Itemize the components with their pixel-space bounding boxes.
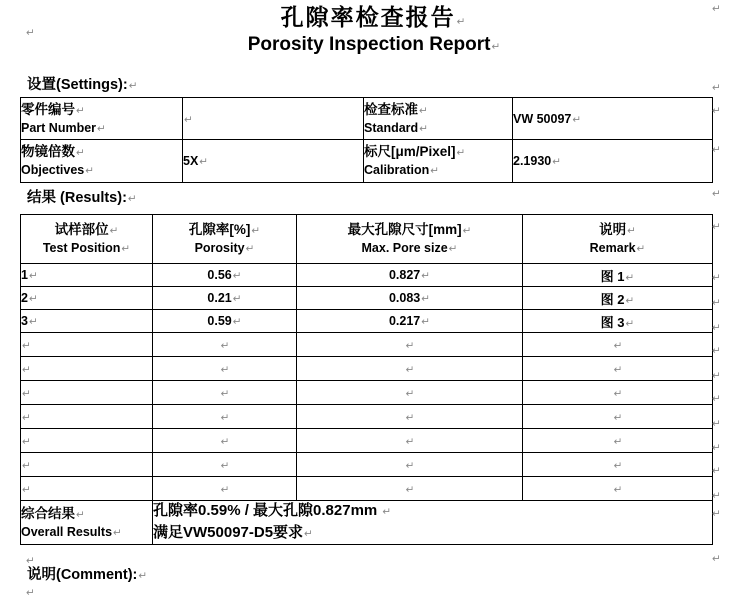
overall-results-row [21,501,713,545]
paragraph-mark-icon: ↵ [625,317,635,330]
result-row [21,310,713,333]
paragraph-mark-icon: ↵ [613,483,623,496]
result-cell-position-text: 1 [21,268,28,282]
paragraph-mark-icon: ↵ [613,363,623,376]
report-title-chinese [0,3,748,37]
paragraph-mark-icon: ↵ [109,224,119,237]
calibration-label-en: Calibration [364,163,430,177]
paragraph-mark-icon: ↵ [245,242,255,255]
paragraph-mark-icon: ↵ [712,393,721,405]
empty-cell-max-pore-size[interactable] [297,429,523,453]
results-heading-text: 结果 (Results): [27,190,127,206]
paragraph-mark-icon: ↵ [421,316,431,328]
paragraph-mark-icon: ↵ [382,506,392,518]
empty-cell-porosity[interactable] [153,453,297,477]
paragraph-mark-icon: ↵ [419,122,428,135]
paragraph-mark-icon: ↵ [712,345,721,357]
empty-cell-porosity[interactable] [153,477,297,501]
paragraph-mark-icon: ↵ [552,156,562,168]
result-cell-porosity-text: 0.21 [207,291,232,305]
result-cell-remark-text: 图 2 [600,291,625,307]
column-header-en: Max. Pore size [361,240,448,255]
empty-cell-max-pore-size[interactable] [297,405,523,429]
paragraph-mark-icon: ↵ [613,435,623,448]
empty-result-row [21,381,713,405]
results-heading [27,189,137,209]
result-cell-porosity[interactable] [153,287,297,310]
column-header-max-pore-size [297,215,523,264]
paragraph-mark-icon: ↵ [712,221,721,233]
settings-row-2 [21,140,713,183]
calibration-value-cell[interactable] [513,140,713,183]
result-cell-max-pore-size[interactable] [297,264,523,287]
part-number-label-cn: 零件编号 [21,101,75,117]
paragraph-mark-icon: ↵ [712,508,721,520]
paragraph-mark-icon: ↵ [712,82,721,94]
result-cell-porosity[interactable] [153,310,297,333]
empty-cell-remark[interactable] [523,357,713,381]
empty-cell-max-pore-size[interactable] [297,477,523,501]
column-header-cn: 试样部位 [54,221,109,237]
paragraph-mark-icon: ↵ [419,104,428,117]
paragraph-mark-icon: ↵ [304,527,313,540]
part-number-value-cell[interactable] [183,98,364,140]
paragraph-mark-icon: ↵ [76,104,85,117]
paragraph-mark-icon: ↵ [76,147,85,159]
overall-results-line1: 孔隙率0.59% / 最大孔隙0.827mm [153,502,382,519]
objectives-value-cell[interactable] [183,140,364,183]
column-header-en: Remark [589,240,636,255]
paragraph-mark-icon: ↵ [220,363,230,376]
paragraph-mark-icon: ↵ [405,435,415,448]
objectives-value: 5X [183,154,199,168]
settings-heading [27,76,138,96]
column-header-cn: 最大孔隙尺寸[mm] [347,221,462,237]
paragraph-mark-icon: ↵ [712,490,721,502]
paragraph-mark-icon: ↵ [22,483,31,496]
overall-results-label [21,501,153,545]
empty-cell-position[interactable] [21,405,153,429]
paragraph-mark-icon: ↵ [26,555,35,567]
empty-result-row [21,429,713,453]
paragraph-mark-icon: ↵ [405,459,415,472]
paragraph-mark-icon: ↵ [712,144,721,156]
result-cell-porosity-text: 0.56 [207,268,232,282]
empty-cell-remark[interactable] [523,381,713,405]
objectives-label [21,140,183,183]
empty-cell-position[interactable] [21,333,153,357]
result-cell-position[interactable] [21,310,153,333]
paragraph-mark-icon: ↵ [712,322,721,334]
paragraph-mark-icon: ↵ [220,387,230,400]
column-header-en: Test Position [42,240,121,255]
paragraph-mark-icon: ↵ [405,387,415,400]
paragraph-mark-icon: ↵ [22,435,31,448]
empty-cell-porosity[interactable] [153,405,297,429]
result-cell-max-pore-size[interactable] [297,310,523,333]
result-row [21,264,713,287]
settings-row-1 [21,98,713,140]
paragraph-mark-icon: ↵ [421,293,431,305]
result-cell-position-text: 3 [21,314,28,328]
column-header-porosity [153,215,297,264]
comment-heading-text: 说明(Comment): [27,567,138,583]
paragraph-mark-icon: ↵ [121,242,131,255]
paragraph-mark-icon: ↵ [28,270,38,282]
paragraph-mark-icon: ↵ [625,294,635,307]
settings-heading-text: 设置(Settings): [27,77,128,93]
paragraph-mark-icon: ↵ [26,587,35,599]
result-cell-remark-text: 图 1 [600,268,625,284]
paragraph-mark-icon: ↵ [421,270,431,282]
part-number-label-en: Part Number [21,120,97,135]
paragraph-mark-icon: ↵ [22,387,31,400]
overall-results-label-cn: 综合结果 [21,505,75,521]
paragraph-mark-icon: ↵ [456,147,466,159]
paragraph-mark-icon: ↵ [636,242,646,255]
empty-cell-porosity[interactable] [153,429,297,453]
empty-cell-position[interactable] [21,429,153,453]
empty-cell-position[interactable] [21,477,153,501]
paragraph-mark-icon: ↵ [625,271,635,284]
empty-cell-position[interactable] [21,357,153,381]
paragraph-mark-icon: ↵ [405,339,415,352]
paragraph-mark-icon: ↵ [430,165,440,177]
paragraph-mark-icon: ↵ [712,442,721,454]
overall-results-label-en: Overall Results [21,524,113,539]
result-cell-max-pore-size-text: 0.083 [388,291,421,305]
result-cell-porosity[interactable] [153,264,297,287]
paragraph-mark-icon: ↵ [405,363,415,376]
empty-cell-remark[interactable] [523,453,713,477]
objectives-label-en: Objectives [21,163,85,177]
empty-cell-max-pore-size[interactable] [297,381,523,405]
results-table-body [21,264,713,501]
paragraph-mark-icon: ↵ [113,526,122,539]
part-number-label [21,98,183,140]
paragraph-mark-icon: ↵ [491,41,501,53]
result-cell-remark[interactable] [523,264,713,287]
report-title-english-text: Porosity Inspection Report [247,34,491,55]
paragraph-mark-icon: ↵ [448,242,458,255]
empty-cell-max-pore-size[interactable] [297,333,523,357]
paragraph-mark-icon: ↵ [232,316,242,328]
paragraph-mark-icon: ↵ [712,297,721,309]
report-title-chinese-text: 孔隙率检查报告 [280,5,456,30]
standard-label-cn: 检查标准 [364,101,418,117]
paragraph-mark-icon: ↵ [220,435,230,448]
results-table [20,214,713,545]
paragraph-mark-icon: ↵ [712,465,721,477]
paragraph-mark-icon: ↵ [712,418,721,430]
paragraph-mark-icon: ↵ [405,483,415,496]
overall-results-value-cell[interactable] [153,501,713,545]
paragraph-mark-icon: ↵ [712,188,721,200]
paragraph-mark-icon: ↵ [199,156,209,168]
paragraph-mark-icon: ↵ [85,165,95,177]
empty-cell-porosity[interactable] [153,381,297,405]
empty-cell-porosity[interactable] [153,357,297,381]
standard-label [364,98,513,140]
calibration-label [364,140,513,183]
paragraph-mark-icon: ↵ [184,113,193,126]
calibration-value: 2.1930 [513,154,552,168]
result-cell-remark[interactable] [523,287,713,310]
paragraph-mark-icon: ↵ [128,80,138,92]
paragraph-mark-icon: ↵ [462,224,472,237]
result-cell-porosity-text: 0.59 [207,314,232,328]
paragraph-mark-icon: ↵ [22,411,31,424]
paragraph-mark-icon: ↵ [712,370,721,382]
objectives-label-cn: 物镜倍数 [21,144,75,159]
paragraph-mark-icon: ↵ [220,339,230,352]
column-header-en: Porosity [194,240,245,255]
empty-result-row [21,405,713,429]
paragraph-mark-icon: ↵ [232,293,242,305]
paragraph-mark-icon: ↵ [76,508,85,521]
empty-cell-remark[interactable] [523,477,713,501]
paragraph-mark-icon: ↵ [627,224,636,237]
empty-result-row [21,357,713,381]
paragraph-mark-icon: ↵ [97,122,106,135]
paragraph-mark-icon: ↵ [28,293,38,305]
paragraph-mark-icon: ↵ [613,459,623,472]
empty-cell-position[interactable] [21,453,153,477]
paragraph-mark-icon: ↵ [127,193,137,205]
empty-result-row [21,477,713,501]
standard-label-en: Standard [364,120,419,135]
paragraph-mark-icon: ↵ [22,363,31,376]
result-cell-remark-text: 图 3 [600,314,625,330]
paragraph-mark-icon: ↵ [22,459,31,472]
column-header-cn: 说明 [599,221,627,237]
result-cell-remark[interactable] [523,310,713,333]
paragraph-mark-icon: ↵ [232,270,242,282]
result-cell-max-pore-size[interactable] [297,287,523,310]
column-header-remark [523,215,713,264]
paragraph-mark-icon: ↵ [22,339,31,352]
standard-value-cell[interactable] [513,98,713,140]
paragraph-mark-icon: ↵ [220,459,230,472]
empty-result-row [21,333,713,357]
standard-value: VW 50097 [513,111,572,126]
empty-cell-max-pore-size[interactable] [297,357,523,381]
paragraph-mark-icon: ↵ [572,113,582,126]
paragraph-mark-icon: ↵ [251,224,261,237]
empty-cell-remark[interactable] [523,405,713,429]
column-header-test-position [21,215,153,264]
paragraph-mark-icon: ↵ [28,316,38,328]
report-title-english [0,33,748,59]
paragraph-mark-icon: ↵ [712,105,721,117]
empty-cell-position[interactable] [21,381,153,405]
overall-results-line2: 满足VW50097-D5要求 [153,523,304,541]
empty-cell-remark[interactable] [523,429,713,453]
paragraph-mark-icon: ↵ [712,3,721,15]
paragraph-mark-icon: ↵ [456,16,468,28]
paragraph-mark-icon: ↵ [138,570,148,582]
result-cell-max-pore-size-text: 0.217 [388,314,421,328]
empty-cell-remark[interactable] [523,333,713,357]
result-row [21,287,713,310]
calibration-label-cn: 标尺[μm/Pixel] [364,144,456,159]
paragraph-mark-icon: ↵ [220,411,230,424]
column-header-cn: 孔隙率[%] [188,221,251,237]
result-cell-position[interactable] [21,264,153,287]
paragraph-mark-icon: ↵ [26,27,35,39]
comment-heading [27,566,147,586]
empty-cell-max-pore-size[interactable] [297,453,523,477]
result-cell-position-text: 2 [21,291,28,305]
paragraph-mark-icon: ↵ [712,272,721,284]
paragraph-mark-icon: ↵ [613,339,623,352]
paragraph-mark-icon: ↵ [220,483,230,496]
paragraph-mark-icon: ↵ [613,411,623,424]
paragraph-mark-icon: ↵ [712,553,721,565]
settings-table [20,97,713,183]
results-header-row [21,215,713,264]
result-cell-max-pore-size-text: 0.827 [388,268,421,282]
paragraph-mark-icon: ↵ [613,387,623,400]
empty-cell-porosity[interactable] [153,333,297,357]
empty-result-row [21,453,713,477]
results-table-footer [21,501,713,545]
paragraph-mark-icon: ↵ [405,411,415,424]
result-cell-position[interactable] [21,287,153,310]
